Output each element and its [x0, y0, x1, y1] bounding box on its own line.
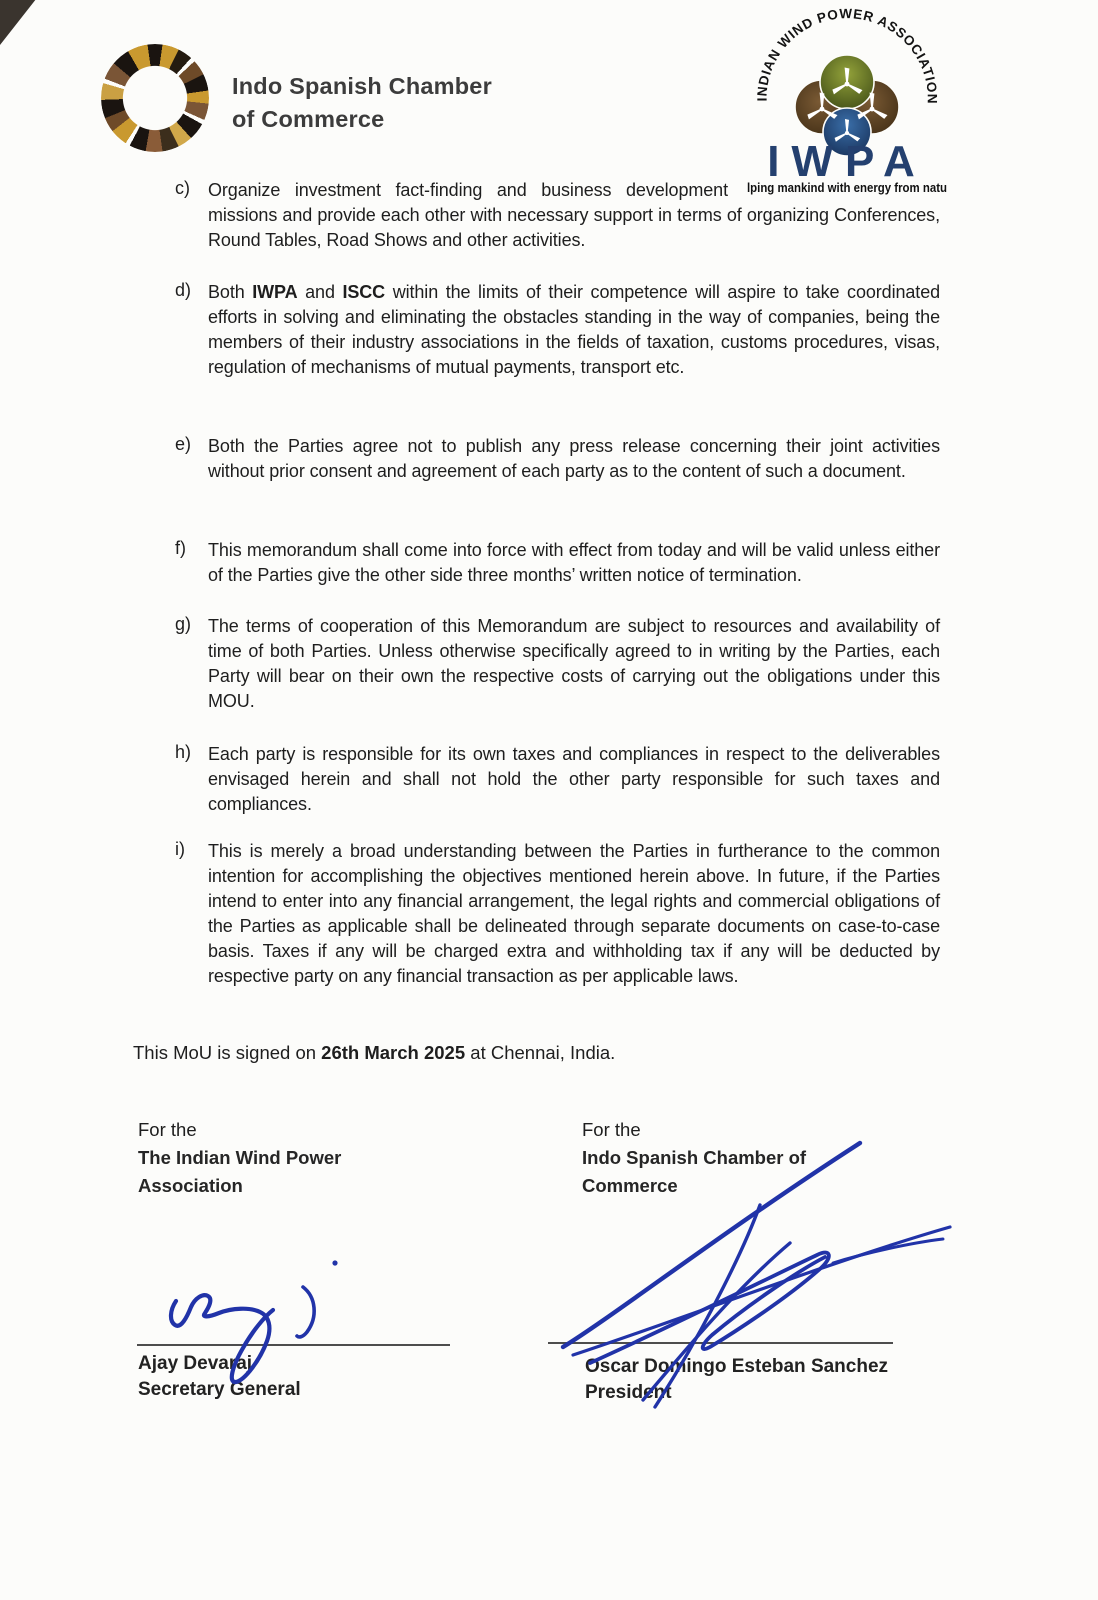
iscc-ring-logo-icon	[101, 44, 209, 152]
signatory-block-left	[138, 1116, 438, 1200]
left-signatory-title: Secretary General	[138, 1379, 301, 1400]
iscc-org-name-line2: of Commerce	[232, 106, 385, 132]
logo-wrap-spacer	[728, 178, 940, 200]
clause-d-pre: Both	[208, 282, 245, 302]
clause-f	[175, 538, 940, 588]
clause-g-label: g)	[175, 614, 192, 634]
iscc-org-name-line1: Indo Spanish Chamber	[232, 73, 492, 99]
clause-d-iscc: ISCC	[342, 282, 386, 302]
signing-location: at Chennai, India.	[470, 1042, 616, 1063]
signing-statement	[133, 1042, 615, 1064]
clause-d	[175, 280, 940, 380]
signature-left	[130, 1252, 390, 1387]
iwpa-acronym: IWPA	[767, 137, 927, 186]
clause-h-label: h)	[175, 742, 192, 762]
clause-c-label: c)	[175, 178, 190, 198]
signing-pre: This MoU is signed on	[133, 1042, 317, 1063]
clause-f-label: f)	[175, 538, 186, 558]
for-the-left: For the	[138, 1119, 197, 1140]
clause-c-body: Organize investment fact-finding and business development missions and provide each other with necessary support in terms of organizing Conferences, Round Tables, Road Shows and other activities.	[208, 180, 940, 250]
iwpa-logo	[735, 8, 950, 203]
left-org-line1: The Indian Wind Power	[138, 1147, 342, 1168]
clause-g-text: The terms of cooperation of this Memorandum are subject to resources and availability of time of both Parties. Unless otherwise specifically agreed to in writing by the Parties, each Party will bear on their own the respective costs of carrying out the obligations under this MOU.	[208, 616, 940, 711]
clause-f-text: This memorandum shall come into force with effect from today and will be valid unless either of the Parties give the other side three months’ written notice of termination.	[208, 540, 940, 585]
clause-g	[175, 614, 940, 714]
left-signatory-name: Ajay Devaraj	[138, 1353, 253, 1374]
right-org-line1: Indo Spanish Chamber of	[582, 1147, 807, 1168]
right-signatory-name: Oscar Domingo Esteban Sanchez	[585, 1356, 889, 1377]
signature-right	[545, 1135, 965, 1415]
clause-i-text: This is merely a broad understanding between the Parties in furtherance to the common intention for accomplishing the objectives mentioned herein above. In future, if the Parties intend to enter into any financial arrangement, the legal rights and commercial obligations of the Parties as applicable shall be delineated through separate documents on case-to-case basis. Taxes if any will be charged extra and withholding tax if any will be deducted by respective party on any financial transaction as per applicable laws.	[208, 841, 940, 986]
clause-c-text	[208, 178, 940, 253]
clause-c	[175, 178, 940, 253]
iwpa-arc-text: INDIAN WIND POWER ASSOCIATION	[754, 8, 940, 105]
right-signatory-title: President	[585, 1382, 672, 1403]
clause-e-text: Both the Parties agree not to publish any press release concerning their joint activities without prior consent and agreement of each party as to the content of such a document.	[208, 436, 940, 481]
right-org-line2: Commerce	[582, 1175, 678, 1196]
clause-e	[175, 434, 940, 484]
clause-d-text	[208, 280, 940, 380]
iscc-org-name	[232, 70, 492, 136]
clause-i	[175, 839, 940, 989]
signing-date: 26th March 2025	[321, 1042, 466, 1063]
clause-e-label: e)	[175, 434, 192, 454]
for-the-right: For the	[582, 1119, 641, 1140]
clause-h	[175, 742, 940, 817]
scan-artifact-corner	[0, 0, 72, 49]
clause-h-text: Each party is responsible for its own taxes and compliances in respect to the deliverables envisaged herein and shall not hold the other party responsible for such taxes and compliances.	[208, 744, 940, 814]
iwpa-tagline: lping mankind with energy from natu	[747, 181, 947, 195]
clause-i-label: i)	[175, 839, 185, 859]
clause-d-rest: within the limits of their competence will aspire to take coordinated efforts in solving and eliminating the obstacles standing in the way of companies, being the members of their industry associations in the fields of taxation, customs procedures, visas, regulation of mechanisms of mutual payments, transport etc.	[208, 282, 941, 377]
clause-d-label: d)	[175, 280, 192, 300]
clause-d-mid: and	[305, 282, 335, 302]
left-org-line2: Association	[138, 1175, 243, 1196]
clause-d-iwpa: IWPA	[252, 282, 298, 302]
